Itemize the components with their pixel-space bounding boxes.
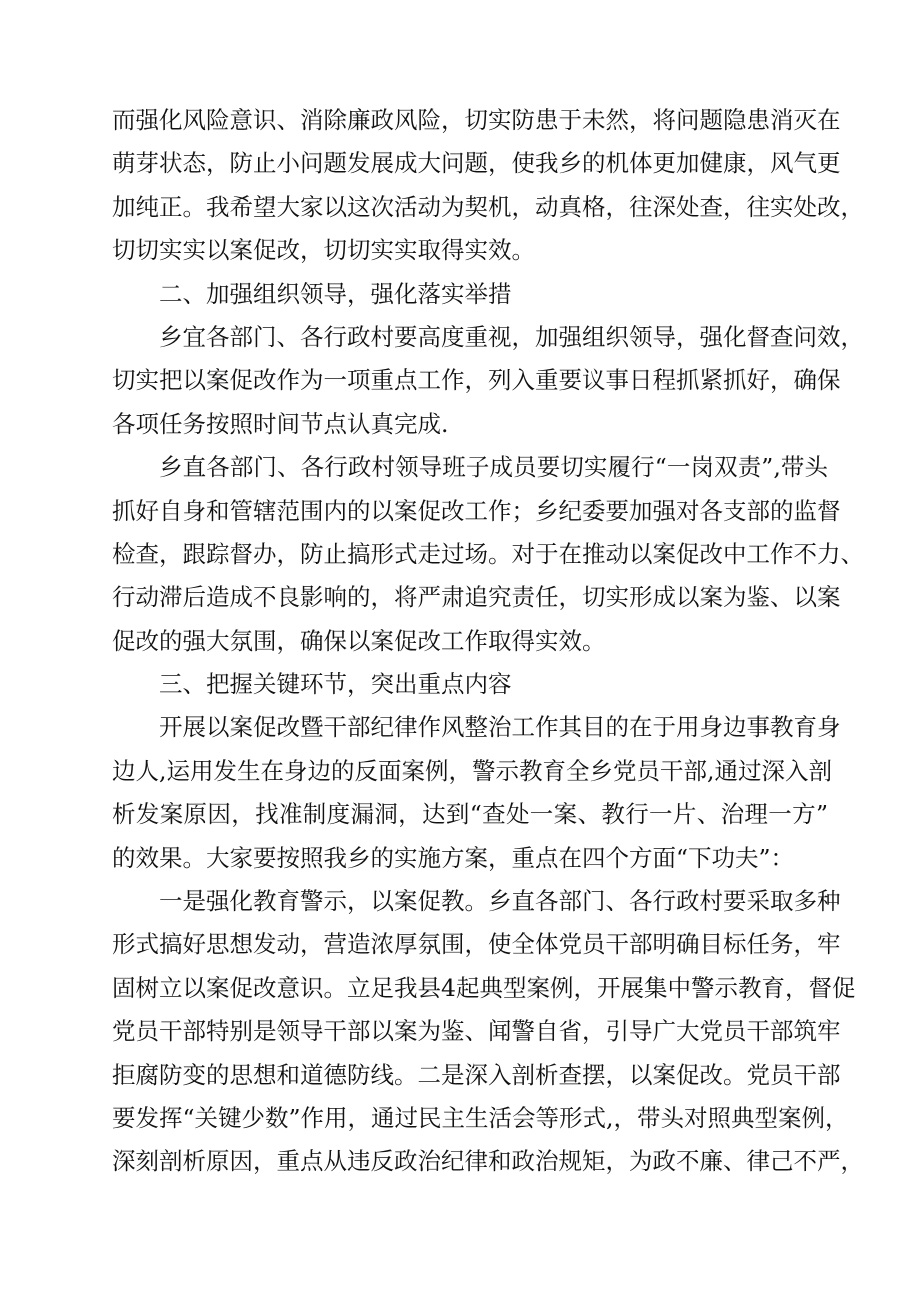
text-line: 固树立以案促改意识。立足我县4起典型案例，开展集中警示教育，督促 xyxy=(112,973,856,1002)
section-heading: 三、把握关键环节，突出重点内容 xyxy=(159,670,512,699)
text-line: 加纯正。我希望大家以这次活动为契机，动真格，往深处查，往实处改， xyxy=(112,192,864,221)
text-line: 行动滞后造成不良影响的，将严肃追究责任，切实形成以案为鉴、以案 xyxy=(112,583,841,612)
text-line: 要发挥“关键少数”作用，通过民主生活会等形式,，带头对照典型案例， xyxy=(112,1103,849,1132)
text-line: 萌芽状态，防止小问题发展成大问题，使我乡的机体更加健康，风气更 xyxy=(112,149,841,178)
text-line: 乡直各部门、各行政村领导班子成员要切实履行“一岗双责”,带头 xyxy=(159,453,828,482)
section-heading: 二、加强组织领导，强化落实举措 xyxy=(159,279,512,308)
document-body xyxy=(112,99,864,1184)
text-line: 拒腐防变的思想和道德防线。二是深入剖析查摆，以案促改。党员干部 xyxy=(112,1060,841,1089)
text-line: 促改的强大氛围，确保以案促改工作取得实效。 xyxy=(112,626,606,655)
text-line: 边人,运用发生在身边的反面案例，警示教育全乡党员干部,通过深入剖 xyxy=(112,756,832,785)
text-line: 乡宜各部门、各行政村要高度重视，加强组织领导，强化督查问效， xyxy=(159,322,864,351)
text-line: 切切实实以案促改，切切实实取得实效。 xyxy=(112,236,535,265)
text-line: 的效果。大家要按照我乡的实施方案，重点在四个方面“下功夫”： xyxy=(112,843,795,872)
text-line: 各项任务按照时间节点认真完成. xyxy=(112,409,449,438)
text-line: 切实把以案促改作为一项重点工作，列入重要议事日程抓紧抓好，确保 xyxy=(112,366,841,395)
text-line: 抓好自身和管辖范围内的以案促改工作；乡纪委要加强对各支部的监督 xyxy=(112,496,841,525)
text-line: 而强化风险意识、消除廉政风险，切实防患于未然，将问题隐患消灭在 xyxy=(112,106,841,134)
text-line: 深刻剖析原因，重点从违反政治纪律和政治规矩，为政不廉、律己不严， xyxy=(112,1147,864,1176)
text-line: 检查，跟踪督办，防止搞形式走过场。对于在推动以案促改中工作不力、 xyxy=(112,539,864,568)
text-line: 一是强化教育警示，以案促教。乡直各部门、各行政村要采取多种 xyxy=(159,887,841,916)
text-line: 析发案原因，找准制度漏洞，达到“查处一案、教行一片、治理一方” xyxy=(112,800,828,829)
text-line: 开展以案促改暨干部纪律作风整治工作其目的在于用身边事教育身 xyxy=(159,713,841,742)
text-line: 形式搞好思想发动，营造浓厚氛围，使全体党员干部明确目标任务，牢 xyxy=(112,930,841,959)
text-line: 党员干部特别是领导干部以案为鉴、闻警自省，引导广大党员干部筑牢 xyxy=(112,1017,841,1046)
